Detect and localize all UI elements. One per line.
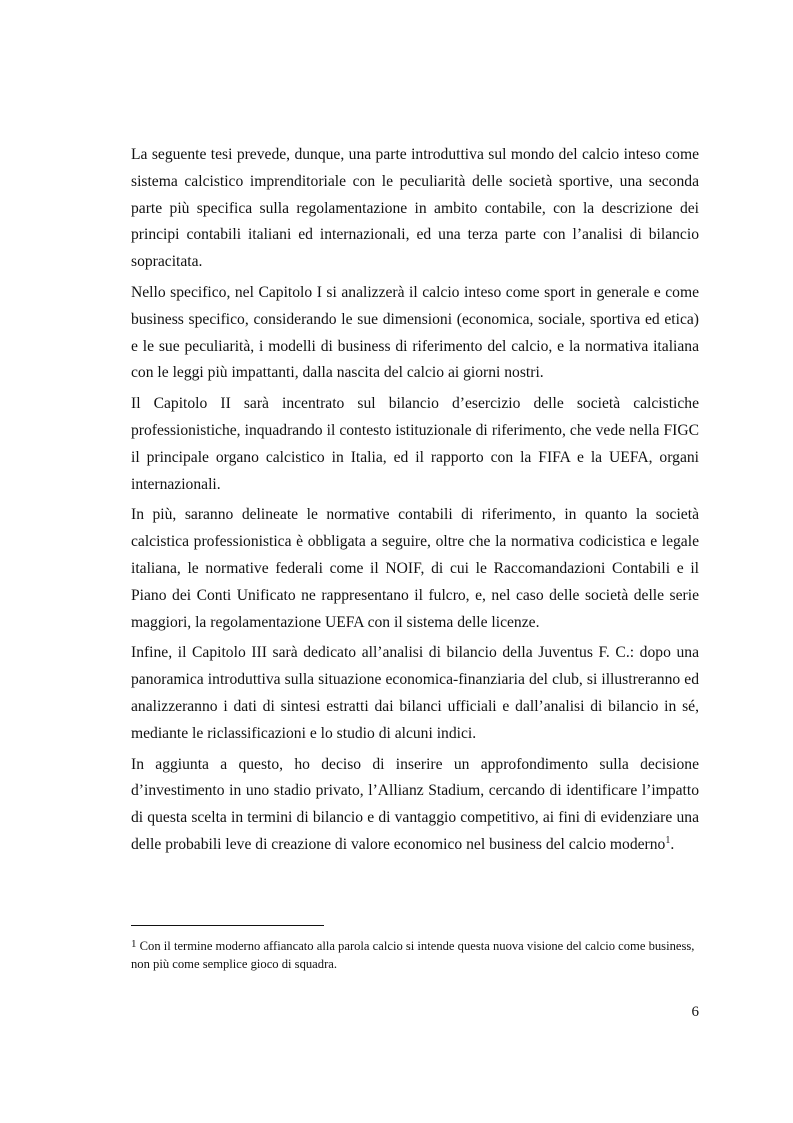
paragraph-normative: In più, saranno delineate le normative contabili di riferimento, in quanto la società calcistica professionistica è obbligata a seguire, oltre che la normativa codicistica e legale italiana, le normative federali come il NOIF, di cui le Raccomandazioni Contabili e il Piano dei Conti Unificato ne rappresentano il fulcro, e, nel caso delle società delle serie maggiori, la regolamentazione UEFA con il sistema delle licenze. <box>131 506 699 631</box>
footnote-reference[interactable]: 1 <box>665 834 671 846</box>
paragraph-chapter-3: Infine, il Capitolo III sarà dedicato all’analisi di bilancio della Juventus F. C.: dopo una panoramica introduttiva sulla situazione economica-finanziaria del club, si illustreranno ed analizzeranno i dati di sintesi estratti dai bilanci ufficiali e dall’analisi di bilancio in sé, mediante le riclassificazioni e lo studio di alcuni indici. <box>131 644 699 742</box>
footnote-text: Con il termine moderno affiancato alla parola calcio si intende questa nuova visione del calcio come business, non più come semplice gioco di squadra. <box>131 939 695 971</box>
paragraph-chapter-2: Il Capitolo II sarà incentrato sul bilancio d’esercizio delle società calcistiche professionistiche, inquadrando il contesto istituzionale di riferimento, che vede nella FIGC il principale organo calcistico in Italia, ed il rapporto con la FIFA e la UEFA, organi internazionali. <box>131 395 699 493</box>
page-number: 6 <box>691 1004 699 1020</box>
footnote-mark: 1 <box>131 938 137 950</box>
paragraph-stadium-end: . <box>670 835 675 853</box>
paragraph-intro: La seguente tesi prevede, dunque, una parte introduttiva sul mondo del calcio inteso come sistema calcistico imprenditoriale con le peculiarità delle società sportive, una seconda parte più specifica sulla regolamentazione in ambito contabile, con la descrizione dei principi contabili italiani ed internazionali, ed una terza parte con l’analisi di bilancio sopracitata. <box>131 146 699 271</box>
paragraph-stadium-text: In aggiunta a questo, ho deciso di inserire un approfondimento sulla decisione d’investimento in uno stadio privato, l’Allianz Stadium, cercando di identificare l’impatto di questa scelta in termini di bilancio e di vantaggio competitivo, ai fini di evidenziare una delle probabili leve di creazione di valore economico nel business del calcio moderno <box>131 755 699 853</box>
paragraph-stadium <box>131 752 699 859</box>
footnote-divider <box>131 925 324 926</box>
paragraph-chapter-1: Nello specifico, nel Capitolo I si analizzerà il calcio inteso come sport in generale e come business specifico, considerando le sue dimensioni (economica, sociale, sportiva ed etica) e le sue peculiarità, i modelli di business di riferimento del calcio, e la normativa italiana con le leggi più impattanti, dalla nascita del calcio ai giorni nostri. <box>131 283 699 382</box>
body-text <box>131 142 699 863</box>
footnote <box>131 937 699 973</box>
